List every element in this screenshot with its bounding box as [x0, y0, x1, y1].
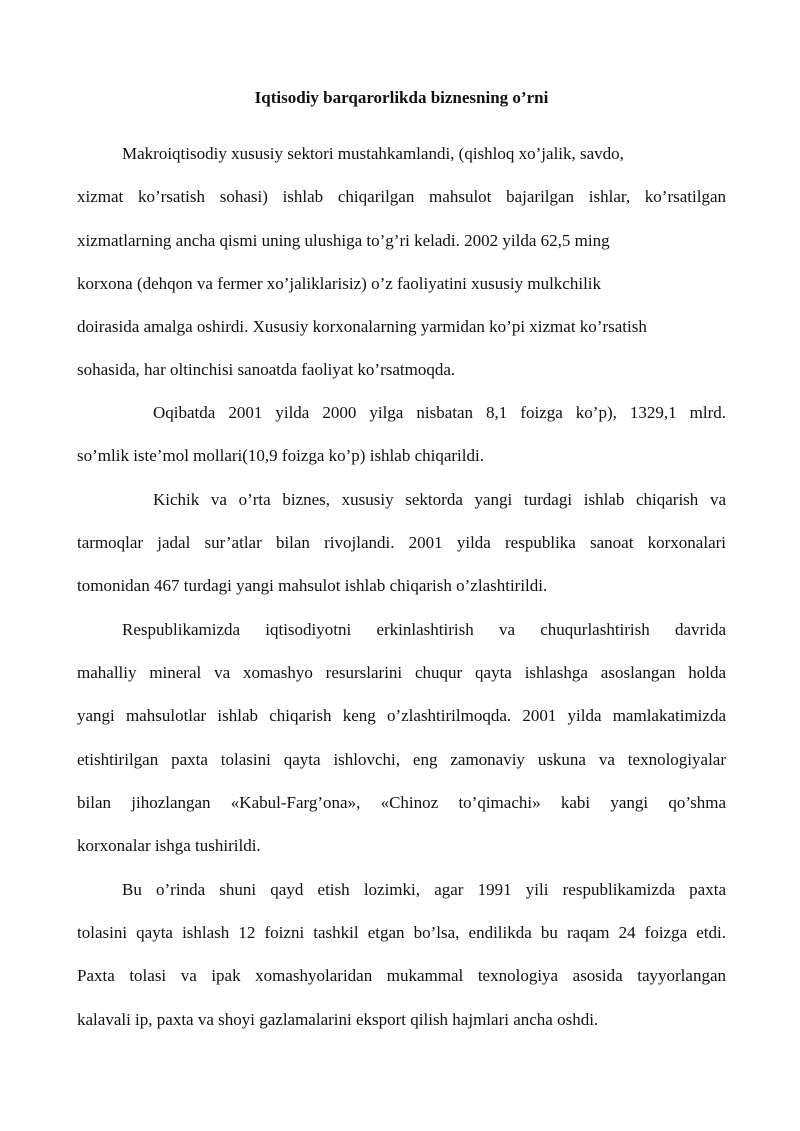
text-line: etishtirilgan paxta tolasini qayta ishlovchi, eng zamonaviy uskuna va texnologiyalar — [77, 750, 726, 769]
document-title: Iqtisodiy barqarorlikda biznesning o’rni — [254, 88, 549, 107]
text-line: tomonidan 467 turdagi yangi mahsulot ishlab chiqarish o’zlashtirildi. — [77, 576, 548, 595]
text-line: tarmoqlar jadal sur’atlar bilan rivojlandi. 2001 yilda respublika sanoat korxonalari — [77, 533, 726, 552]
text-line: kalavali ip, paxta va shoyi gazlamalarini eksport qilish hajmlari ancha oshdi. — [77, 1010, 599, 1029]
text-line: xizmatlarning ancha qismi uning ulushiga to’g’ri keladi. 2002 yilda 62,5 ming — [77, 231, 610, 250]
text-line: yangi mahsulotlar ishlab chiqarish keng o’zlashtirilmoqda. 2001 yilda mamlakatimizda — [77, 706, 726, 725]
text-line: Respublikamizda iqtisodiyotni erkinlashtirish va chuqurlashtirish davrida — [122, 620, 726, 639]
text-line: tolasini qayta ishlash 12 foizni tashkil etgan bo’lsa, endilikda bu raqam 24 foizga etdi. — [77, 923, 726, 942]
text-line: Bu o’rinda shuni qayd etish lozimki, agar 1991 yili respublikamizda paxta — [122, 880, 726, 899]
text-line: korxonalar ishga tushirildi. — [77, 836, 261, 855]
text-line: xizmat ko’rsatish sohasi) ishlab chiqarilgan mahsulot bajarilgan ishlar, ko’rsatilgan — [77, 187, 726, 206]
text-line: Makroiqtisodiy xususiy sektori mustahkamlandi, (qishloq xo’jalik, savdo, — [122, 144, 624, 163]
text-line: Kichik va o’rta biznes, xususiy sektorda yangi turdagi ishlab chiqarish va — [153, 490, 726, 509]
text-line: Oqibatda 2001 yilda 2000 yilga nisbatan 8,1 foizga ko’p), 1329,1 mlrd. — [153, 403, 726, 422]
text-line: sohasida, har oltinchisi sanoatda faoliyat ko’rsatmoqda. — [77, 360, 456, 379]
text-line: doirasida amalga oshirdi. Xususiy korxonalarning yarmidan ko’pi xizmat ko’rsatish — [77, 317, 647, 336]
text-line: korxona (dehqon va fermer xo’jaliklarisiz) o’z faoliyatini xususiy mulkchilik — [77, 274, 602, 293]
document-page — [77, 0, 726, 1131]
text-line: bilan jihozlangan «Kabul-Farg’ona», «Chinoz to’qimachi» kabi yangi qo’shma — [77, 793, 726, 812]
text-line: Paxta tolasi va ipak xomashyolaridan mukammal texnologiya asosida tayyorlangan — [77, 966, 726, 985]
text-line: so’mlik iste’mol mollari(10,9 foizga ko’p) ishlab chiqarildi. — [77, 446, 484, 465]
text-line: mahalliy mineral va xomashyo resurslarini chuqur qayta ishlashga asoslangan holda — [77, 663, 726, 682]
